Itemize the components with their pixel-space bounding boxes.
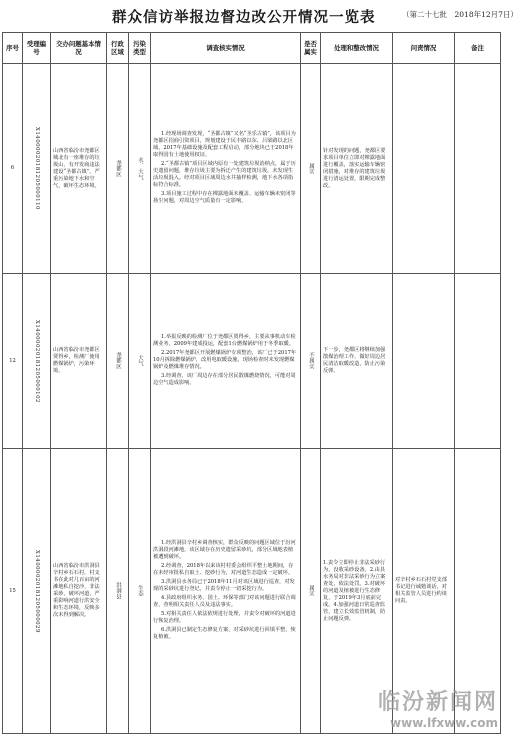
- col-header-accountability: 问责情况: [393, 33, 455, 64]
- survey-paragraph: 1.经现场调查发现，“圣都古镇”又名“圣乐古镇”，该项目为尧都区招商引资项目，规划建设于民丰路以东、吕梁路以北区域，2017年基础设施及配套工程启动，部分地块已于2018年取得国有土地使用权证。: [153, 130, 296, 158]
- row-survey: [151, 449, 301, 734]
- table-row: [3, 64, 501, 274]
- col-header-survey: 调查核实情况: [151, 33, 301, 64]
- col-header-issue: 交办问题基本情况: [51, 33, 107, 64]
- row-district: 尧都区: [115, 352, 121, 370]
- watermark-site-url: www.lfxww.com: [390, 716, 498, 730]
- row-true: 不属实: [308, 352, 314, 370]
- issue-label: （第二十七批 2018年12月7日）: [402, 10, 518, 19]
- col-header-true: 是否属实: [301, 33, 321, 64]
- survey-paragraph: 2.2017年尧都区开展燃煤锅炉专项整治，该厂已于2017年10月拆除燃煤锅炉，改用电取暖设施。现场检查时未发现燃煤锅炉及燃煤堆存情况。: [153, 349, 297, 370]
- table-row: [3, 449, 501, 734]
- row-remark: [455, 64, 501, 274]
- survey-paragraph: 3.洪洞县水务局已于2018年11月对该区域进行巡查，对发现的采砂坑进行登记，并责令停止一切采挖行为。: [153, 578, 295, 592]
- col-header-id: 受理编号: [23, 33, 51, 64]
- row-remark: [455, 274, 501, 449]
- row-type: 生态: [137, 585, 143, 597]
- survey-paragraph: 1.举报反映的检测厂位于尧都区贾得乡，主要从事机动车检测业务，2009年建成投运，配套1台燃煤锅炉用于冬季取暖。: [153, 333, 296, 347]
- row-type: 大气: [137, 355, 143, 367]
- row-no: 6: [3, 64, 23, 274]
- row-true: 属实: [308, 162, 314, 175]
- row-district: 洪洞县: [115, 582, 121, 600]
- survey-paragraph: 2.“圣都古镇”项目区域内原有一处建筑垃圾消纳点，属于历史遗留问题，堆存垃圾主要为拆迁产生的建筑垃圾，未发现生活垃圾混入。经对项目区域周边水井抽样检测，地下水各项指标符合标准。: [153, 160, 296, 188]
- row-accountability: [393, 64, 455, 274]
- survey-paragraph: 5.对相关责任人依法依规进行处理，并责令对破坏的河道进行恢复治理。: [153, 610, 296, 624]
- row-id: X14000020181205000102: [34, 319, 40, 403]
- row-issue: 山西省临汾市尧都区城北有一座堆存的垃圾山，有开发商违法建设“圣都古镇”。严重污染地下水和空气，破坏生态环境。: [51, 64, 107, 274]
- table-row: [3, 274, 501, 449]
- row-accountability: 对辛村乡石石村党支部书记进行诫勉谈话，对相关监管人员进行约谈问责。: [393, 449, 455, 734]
- row-issue: 山西省临汾市尧都区贾得乡，检测厂使用燃煤锅炉，污染环境。: [51, 274, 107, 449]
- survey-paragraph: 3.经调查，该厂周边存在部分居民散煤燃烧情况，可能对周边空气造成影响。: [153, 372, 296, 386]
- row-id: X14000020181205000110: [34, 127, 40, 210]
- row-accountability: [393, 274, 455, 449]
- row-survey: [151, 274, 301, 449]
- header-row: [3, 33, 501, 64]
- watermark-site-name: 临汾新闻网: [377, 689, 498, 715]
- col-header-handling: 处理和整改情况: [321, 33, 393, 64]
- row-true: 属实: [308, 585, 314, 597]
- row-type: 水、大气: [137, 156, 143, 181]
- row-handling: 下一步，尧都区将继续加强散煤治理工作，做好周边居民清洁取暖改造，防止污染反弹。: [321, 274, 393, 449]
- col-header-no: 序号: [3, 33, 23, 64]
- row-handling: 1.责令立即停止非法采砂行为，没收采砂设备。2.由县水务局对非法采砂行为立案查处，依法处罚。3.对破坏的河道及植被进行生态修复，于2019年3月底前完成。4.加强河道日常巡查监管，建立长效监管机制，防止问题反弹。: [321, 449, 393, 734]
- row-district: 尧都区: [115, 159, 121, 178]
- survey-paragraph: 6.洪洞县已制定生态修复方案，对采砂坑进行回填平整，恢复植被。: [153, 626, 296, 640]
- survey-paragraph: 4.县政府组织水务、国土、环保等部门对该问题进行联合调查，查明相关责任人员及违法事实。: [153, 594, 296, 608]
- row-no: 15: [3, 449, 23, 734]
- survey-paragraph: 1.经洪洞县辛村乡调查核实，群众反映的问题区域位于汾河洪洞段河滩地，该区域存在历史遗留采砂坑，部分区域地表植被遭到破坏。: [153, 539, 296, 560]
- survey-paragraph: 3.项目施工过程中存在裸露地面未覆盖、运输车辆未密闭等扬尘问题，对周边空气质量有一定影响。: [153, 190, 296, 204]
- title-bar: [0, 0, 518, 30]
- row-handling: 针对发现的问题，尧都区要求项目单位立即对裸露地面进行覆盖，落实运输车辆密闭措施，对堆存的建筑垃圾进行清运处置，限期完成整改。: [321, 64, 393, 274]
- survey-paragraph: 2.经调查，2018年以来该村村委会组织平整土地期间，存在未经审批私自取土、挖砂行为，对河道生态造成一定破坏。: [153, 562, 294, 576]
- row-issue: 山西省临汾市洪洞县辛村乡石石村，村支书在此对几百亩的河滩地私自挖沙，非法采砂，破坏河道，严重影响河道行洪安全和生态环境，反映多次未得到解决。: [51, 449, 107, 734]
- row-no: 12: [3, 274, 23, 449]
- page-title: 群众信访举报边督边改公开情况一览表: [112, 10, 376, 26]
- row-survey: [151, 64, 301, 274]
- col-header-district: 行政区域: [107, 33, 129, 64]
- row-remark: [455, 449, 501, 734]
- col-header-type: 污染类型: [129, 33, 151, 64]
- report-table: [2, 32, 501, 734]
- col-header-remark: 备注: [455, 33, 501, 64]
- row-id: X14000020181205000029: [34, 549, 40, 633]
